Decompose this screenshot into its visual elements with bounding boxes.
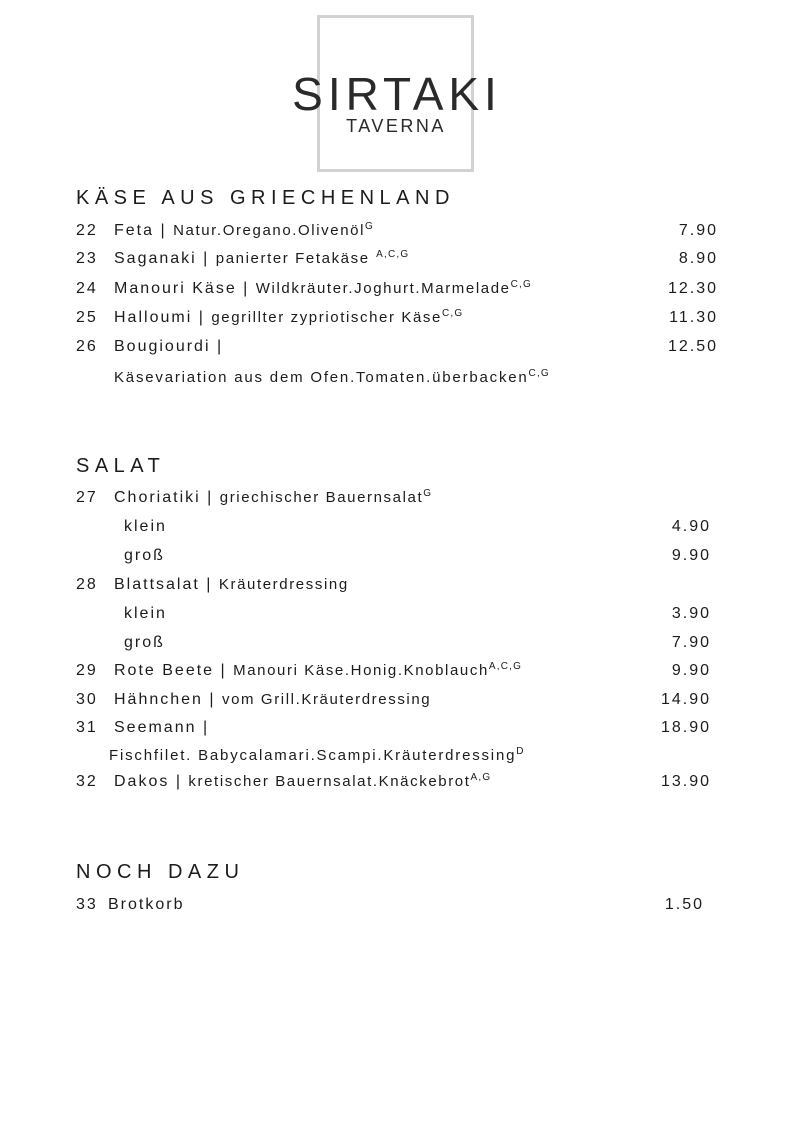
- logo-name: SIRTAKI: [292, 68, 502, 120]
- item-number: 29: [76, 662, 98, 679]
- allergen-codes: A,C,G: [376, 249, 410, 260]
- item-description: panierter Fetakäse: [215, 250, 370, 267]
- item-price: 9.90: [671, 662, 711, 679]
- separator: |: [207, 489, 214, 506]
- logo-subtitle: TAVERNA: [346, 116, 446, 136]
- item-price: 1.50: [664, 896, 704, 913]
- item-price: 4.90: [671, 518, 711, 535]
- menu-item: [0, 662, 793, 684]
- allergen-codes: C,G: [510, 279, 532, 290]
- section-title-cheese: KÄSE AUS GRIECHENLAND: [76, 187, 455, 209]
- item-description: vom Grill.Kräuterdressing: [222, 691, 432, 708]
- item-name: Saganaki: [114, 250, 197, 267]
- item-number: 25: [76, 309, 98, 326]
- item-name: Choriatiki: [114, 489, 201, 506]
- item-description-continued: [109, 747, 525, 764]
- allergen-codes: A,G: [470, 772, 492, 783]
- item-description-continued: [114, 369, 550, 386]
- separator: |: [209, 691, 216, 708]
- item-description: Manouri Käse.Honig.Knoblauch: [233, 662, 489, 679]
- item-number: 33: [76, 896, 98, 913]
- item-price: 11.30: [669, 309, 718, 326]
- item-name: Bougiourdi: [114, 338, 211, 355]
- item-number: 22: [76, 222, 98, 239]
- separator: |: [175, 773, 182, 790]
- separator: |: [198, 309, 205, 326]
- menu-item: [0, 250, 793, 272]
- item-price: 12.30: [667, 280, 718, 297]
- item-price: 9.90: [671, 547, 711, 564]
- separator: |: [160, 222, 167, 239]
- item-number: 24: [76, 280, 98, 297]
- menu-item: [0, 489, 793, 511]
- item-name: Hähnchen: [114, 691, 203, 708]
- size-option: [0, 518, 793, 540]
- size-label: groß: [124, 547, 165, 564]
- separator: |: [203, 250, 210, 267]
- section-title-extras: NOCH DAZU: [76, 861, 245, 883]
- item-price: 14.90: [660, 691, 711, 708]
- item-name: Feta: [114, 222, 155, 239]
- menu-item: [0, 773, 793, 795]
- item-name: Rote Beete: [114, 662, 215, 679]
- item-number: 26: [76, 338, 98, 355]
- allergen-codes: D: [516, 746, 525, 757]
- menu-item: [0, 896, 793, 918]
- item-description: Natur.Oregano.Olivenöl: [173, 222, 366, 239]
- allergen-codes: A,C,G: [488, 661, 523, 672]
- menu-item: [0, 691, 793, 713]
- allergen-codes: G: [423, 488, 433, 499]
- size-option: [0, 547, 793, 569]
- allergen-codes: C,G: [528, 368, 550, 379]
- size-label: klein: [124, 605, 167, 622]
- menu-item: [0, 280, 793, 302]
- item-description: Wildkräuter.Joghurt.Marmelade: [255, 280, 511, 297]
- menu-item: [0, 576, 793, 598]
- item-name: Seemann: [114, 719, 197, 736]
- item-number: 30: [76, 691, 98, 708]
- item-name: Brotkorb: [108, 896, 185, 913]
- item-name: Manouri Käse: [114, 280, 237, 297]
- menu-item: [0, 719, 793, 741]
- separator: |: [220, 662, 227, 679]
- item-price: 18.90: [660, 719, 711, 736]
- item-number: 23: [76, 250, 98, 267]
- item-price: 13.90: [660, 773, 711, 790]
- item-number: 28: [76, 576, 98, 593]
- menu-item: [0, 222, 793, 244]
- item-description: Kräuterdressing: [218, 576, 349, 593]
- size-option: [0, 605, 793, 627]
- item-name: Halloumi: [114, 309, 193, 326]
- separator: |: [243, 280, 250, 297]
- separator: |: [202, 719, 210, 736]
- separator: |: [206, 576, 213, 593]
- menu-item: [0, 338, 793, 360]
- section-title-salad: SALAT: [76, 455, 166, 477]
- item-number: 32: [76, 773, 98, 790]
- item-number: 31: [76, 719, 98, 736]
- allergen-codes: C,G: [441, 308, 464, 319]
- item-price: 7.90: [678, 222, 718, 239]
- item-description: gegrillter zypriotischer Käse: [211, 309, 442, 326]
- allergen-codes: G: [365, 221, 375, 232]
- item-name: Dakos: [114, 773, 170, 790]
- item-price: 8.90: [678, 250, 718, 267]
- item-price: 3.90: [671, 605, 711, 622]
- menu-item: [0, 309, 793, 331]
- size-option: [0, 634, 793, 656]
- item-description: kretischer Bauernsalat.Knäckebrot: [188, 773, 471, 790]
- size-label: groß: [124, 634, 165, 651]
- item-number: 27: [76, 489, 98, 506]
- item-description: Käsevariation aus dem Ofen.Tomaten.überbacken: [114, 369, 529, 386]
- size-label: klein: [124, 518, 167, 535]
- item-price: 12.50: [667, 338, 718, 355]
- item-description: Fischfilet. Babycalamari.Scampi.Kräuterdressing: [109, 747, 517, 764]
- separator: |: [216, 338, 224, 355]
- item-price: 7.90: [671, 634, 711, 651]
- item-name: Blattsalat: [114, 576, 200, 593]
- item-description: griechischer Bauernsalat: [219, 489, 424, 506]
